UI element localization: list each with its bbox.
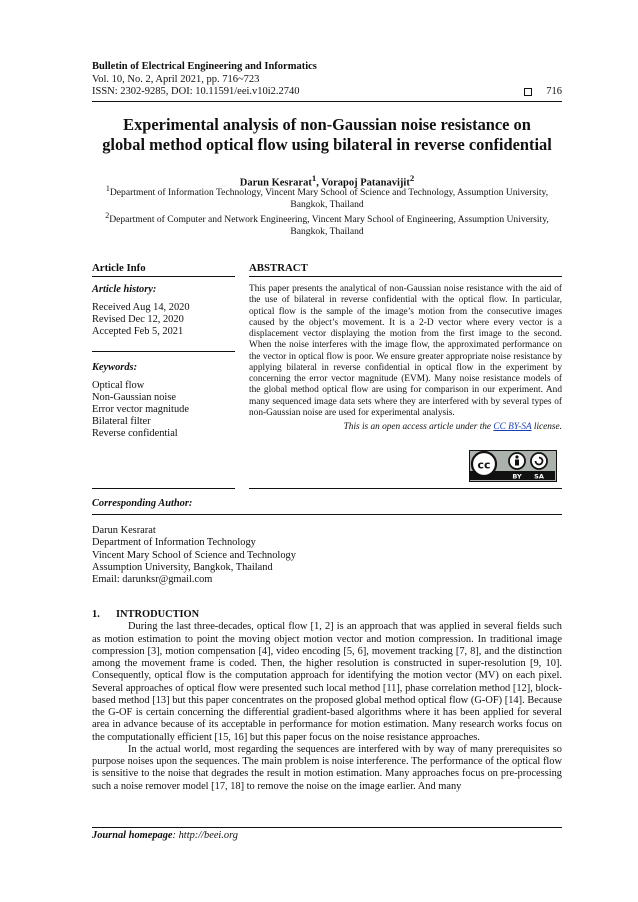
journal-issn: ISSN: 2302-9285, DOI: 10.11591/eei.v10i2.2740 xyxy=(92,86,300,97)
corr-line: Department of Information Technology xyxy=(92,537,256,549)
affil-1-line-1: Department of Information Technology, Vincent Mary School of Science and Technology, Assumption University, xyxy=(109,187,549,199)
introduction-heading xyxy=(92,609,562,621)
corr-line: Vincent Mary School of Science and Technology xyxy=(92,549,296,561)
author-2: Vorapoj Patanavijit xyxy=(321,177,410,189)
journal-header xyxy=(92,61,562,99)
keyword-item: Optical flow xyxy=(92,379,145,391)
history-item: Received Aug 14, 2020 xyxy=(92,302,190,313)
affil-2-sup: 2 xyxy=(105,211,110,221)
svg-text:cc: cc xyxy=(477,458,491,472)
corresponding-details xyxy=(92,525,562,586)
introduction-section xyxy=(92,609,562,793)
page-number: 716 xyxy=(546,86,562,97)
author-1: Darun Kesrarat xyxy=(239,177,312,189)
history-item: Accepted Feb 5, 2021 xyxy=(92,326,184,338)
corr-line: Assumption University, Bangkok, Thailand xyxy=(92,561,273,573)
affil-2-line-1: Department of Computer and Network Engineering, Vincent Mary School of Engineering, Assumption University, xyxy=(109,214,549,226)
intro-paragraph-2: In the actual world, most regarding the sequences are interfered with by way of many prerequisites so purpose noises upon the sequences. The main problem is noise interference. The performance of the optical flow is sensitive to the noise that degrades the result in motion estimation. Many approaches focus on pre-processing such a noise remover model [17, 18] to remove the noise on the image earlier. And many xyxy=(92,743,562,792)
author-separator: , xyxy=(316,177,322,189)
header-rule xyxy=(92,101,562,102)
cc-license-icon xyxy=(470,451,555,480)
footer-label: Journal homepage xyxy=(92,830,173,841)
square-box-icon xyxy=(524,88,532,96)
author-1-sup: 1 xyxy=(311,173,317,183)
affil-2-line-2: Bangkok, Thailand xyxy=(290,225,364,237)
journal-volume: Vol. 10, No. 2, April 2021, pp. 716~723 xyxy=(92,73,260,85)
corr-line: Darun Kesrarat xyxy=(92,525,156,536)
keyword-item: Error vector magnitude xyxy=(92,404,189,416)
license-statement xyxy=(249,422,562,432)
abstract-section xyxy=(249,262,562,480)
corresponding-rule xyxy=(92,514,562,515)
section-number: 1. xyxy=(92,609,100,620)
affil-1-line-2: Bangkok, Thailand xyxy=(290,198,364,210)
affil-1-sup: 1 xyxy=(105,184,110,193)
intro-paragraph-1: During the last three-decades, optical flow [1, 2] is an approach that was applied in several fields such as motion estimation to point the moving object motion vector and motion compression. In traditional image compression [3], motion compensation [4], video encoding [5, 6], movement tracking [7, 8], and the distinction among the movement frame is coded. Then, the higher resolution is constructed in super-resolution [9, 10]. Consequently, optical flow is the computation approach for identifying the motion vector (MV) on each pixel. Several approaches of optical flow were presented such local method [11], phase correlation method [12], block-based method [13] but this paper concentrates on the proposed global method optical flow (G-OF) [14]. Because the G-OF is certain concerning the differential gradient-based algorithms where it has been applied for several area in advance because of its acceptable in performance for motion estimation. Many research works focus on the computationally efficient [15, 16] but this paper focus on the noise resistance approaches. xyxy=(92,621,562,743)
footer-sep: : xyxy=(172,830,179,841)
history-item: Revised Dec 12, 2020 xyxy=(92,314,184,326)
license-suffix: license. xyxy=(531,422,562,432)
title-line-1: Experimental analysis of non-Gaussian noise resistance on xyxy=(123,115,531,134)
journal-homepage-link[interactable]: http://beei.org xyxy=(178,830,238,841)
cc-by-sa-link[interactable]: CC BY-SA xyxy=(493,422,532,432)
keyword-item: Non-Gaussian noise xyxy=(92,391,176,403)
abstract-text: This paper presents the analytical of non-Gaussian noise resistance with the aid of the use of bilateral in reverse confidential with the optical flow. In particular, optical flow is the sample of the image’s motion from the consecutive images caused by the object’s movement. It is a 2-D vector where every vector is a displacement vector displaying the motion from the first image to the second. When the noise interferes with the image flow, the approximated performance on the vector in optical flow is poor. We ensure greater appropriate noise resistance by applying bilateral in reverse confidential in optical flow in the experiment by concerning the error vector magnitude (EVM). Many noise resistance models of the global method optical flow are using for comparison in our experiment. And many sequenced image data sets where they are interfered with by several types of non-Gaussian noise are used for experimental analysis. xyxy=(249,284,562,418)
page-number-group xyxy=(524,86,562,99)
affiliation-1 xyxy=(92,183,562,210)
title-line-2: global method optical flow using bilateral in reverse confidential xyxy=(102,135,552,154)
article-info-divider xyxy=(92,351,235,352)
badge-sa-label: SA xyxy=(534,472,544,480)
article-info-heading: Article Info xyxy=(92,262,235,277)
cc-by-sa-badge[interactable] xyxy=(469,450,557,482)
author-2-sup: 2 xyxy=(409,173,415,183)
article-history-label: Article history: xyxy=(92,284,157,295)
badge-by-label: BY xyxy=(512,472,522,480)
corr-email: Email: darunksr@gmail.com xyxy=(92,574,213,586)
corresponding-author xyxy=(92,488,562,586)
affiliations xyxy=(92,183,562,237)
section-title: INTRODUCTION xyxy=(116,609,200,620)
paper-title xyxy=(80,115,574,155)
footer-rule xyxy=(92,827,562,828)
license-prefix: This is an open access article under the xyxy=(343,422,494,432)
corresponding-top-rules xyxy=(92,488,562,489)
abstract-heading: ABSTRACT xyxy=(249,262,562,277)
corresponding-label: Corresponding Author: xyxy=(92,498,193,509)
journal-name: Bulletin of Electrical Engineering and Informatics xyxy=(92,61,317,72)
keyword-item: Reverse confidential xyxy=(92,428,178,440)
keywords-label: Keywords: xyxy=(92,361,138,373)
article-info xyxy=(92,262,235,441)
keyword-item: Bilateral filter xyxy=(92,416,151,428)
affiliation-2 xyxy=(92,210,562,237)
journal-footer xyxy=(92,830,238,841)
issn-row xyxy=(92,86,562,99)
